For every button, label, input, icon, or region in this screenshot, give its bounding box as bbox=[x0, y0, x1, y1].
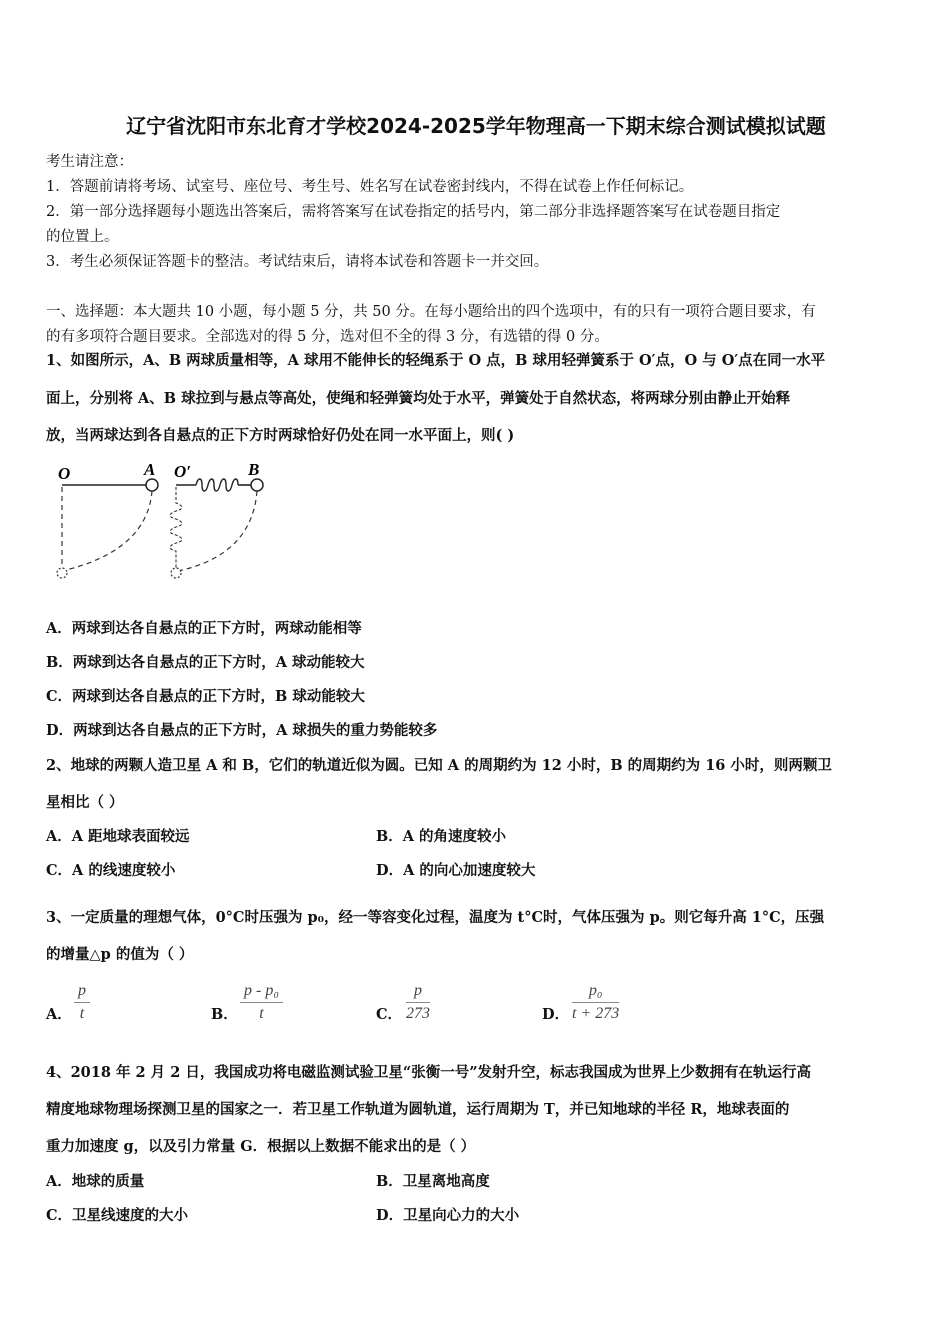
ball-a-lowest bbox=[57, 568, 67, 578]
q2-option-b: B．A 的角速度较小 bbox=[376, 828, 507, 845]
fraction-numerator: p bbox=[406, 982, 430, 1003]
fraction-denominator: 273 bbox=[406, 1005, 430, 1022]
figure-label-b: B bbox=[248, 460, 260, 479]
q1-option-b: B．两球到达各自悬点的正下方时，A 球动能较大 bbox=[46, 654, 365, 671]
notice-item: 3．考生必须保证答题卡的整洁。考试结束后，请将本试卷和答题卡一并交回。 bbox=[46, 254, 549, 270]
q2-option-d: D．A 的向心加速度较大 bbox=[376, 862, 536, 879]
figure-label-o: O bbox=[58, 464, 71, 483]
q4-option-d: D．卫星向心力的大小 bbox=[376, 1207, 520, 1224]
q3-option-b-label: B． bbox=[211, 1006, 238, 1023]
q3-option-b-fraction bbox=[240, 982, 283, 1023]
q4-stem: 精度地球物理场探测卫星的国家之一．若卫星工作轨道为圆轨道，运行周期为 T，并已知地球的半径 R，地球表面的 bbox=[46, 1101, 790, 1118]
q3-option-a-label: A． bbox=[46, 1006, 72, 1023]
q3-option-c-fraction bbox=[406, 982, 430, 1023]
fraction-denominator: t bbox=[259, 1005, 264, 1022]
q3-stem: 的增量△p 的值为（ ） bbox=[46, 946, 194, 963]
section-heading: 一、选择题：本大题共 10 小题，每小题 5 分，共 50 分。在每小题给出的四个选项中，有的只有一项符合题目要求，有 bbox=[46, 304, 816, 320]
q4-option-c: C．卫星线速度的大小 bbox=[46, 1207, 189, 1224]
q3-option-a-fraction bbox=[74, 982, 90, 1023]
q4-stem: 4、2018 年 2 月 2 日，我国成功将电磁监测试验卫星“张衡一号”发射升空，标志我国成为世界上少数拥有在轨运行高 bbox=[46, 1064, 812, 1081]
notice-item: 1．答题前请将考场、试室号、座位号、考生号、姓名写在试卷密封线内，不得在试卷上作任何标记。 bbox=[46, 179, 694, 195]
q2-stem: 2、地球的两颗人造卫星 A 和 B，它们的轨道近似为圆。已知 A 的周期约为 12 小时，B 的周期约为 16 小时，则两颗卫 bbox=[46, 757, 832, 774]
ball-b-lowest bbox=[171, 568, 181, 578]
q1-stem: 1、如图所示，A、B 两球质量相等，A 球用不能伸长的轻绳系于 O 点，B 球用轻弹簧系于 O′点，O 与 O′点在同一水平 bbox=[46, 352, 826, 369]
q3-option-d-fraction bbox=[572, 982, 619, 1023]
q1-stem: 放，当两球达到各自悬点的正下方时两球恰好仍处在同一水平面上，则( ) bbox=[46, 427, 515, 444]
fraction-numerator: p bbox=[74, 982, 90, 1003]
stretched-spring bbox=[170, 487, 182, 571]
q3-option-d-label: D． bbox=[542, 1006, 570, 1023]
q4-option-a: A．地球的质量 bbox=[46, 1173, 145, 1190]
figure-label-o-prime: O′ bbox=[174, 462, 192, 481]
fraction-denominator: t bbox=[79, 1005, 85, 1022]
q1-option-d: D．两球到达各自悬点的正下方时，A 球损失的重力势能较多 bbox=[46, 722, 438, 739]
q2-stem: 星相比（ ） bbox=[46, 794, 124, 811]
ball-a bbox=[146, 479, 158, 491]
fraction-denominator: t + 273 bbox=[572, 1005, 620, 1022]
notice-item: 2．第一部分选择题每小题选出答案后，需将答案写在试卷指定的括号内，第二部分非选择题答案写在试卷题目指定 bbox=[46, 204, 781, 220]
q1-stem: 面上，分别将 A、B 球拉到与悬点等高处，使绳和轻弹簧均处于水平，弹簧处于自然状态，将两球分别由静止开始释 bbox=[46, 390, 791, 407]
q2-option-c: C．A 的线速度较小 bbox=[46, 862, 176, 879]
figure-label-a: A bbox=[144, 460, 156, 479]
q1-option-a: A．两球到达各自悬点的正下方时，两球动能相等 bbox=[46, 620, 362, 637]
q3-option-c-label: C． bbox=[376, 1006, 403, 1023]
ball-b-path bbox=[178, 491, 257, 571]
page-title: 辽宁省沈阳市东北育才学校2024-2025学年物理高一下期末综合测试模拟试题 bbox=[126, 114, 826, 138]
fraction-numerator: p₀ bbox=[572, 982, 619, 1003]
section-heading-cont: 的有多项符合题目要求。全部选对的得 5 分，选对但不全的得 3 分，有选错的得 0 分。 bbox=[46, 329, 609, 345]
notice-item: 的位置上。 bbox=[46, 229, 119, 245]
q1-option-c: C．两球到达各自悬点的正下方时，B 球动能较大 bbox=[46, 688, 365, 705]
q4-option-b: B．卫星离地高度 bbox=[376, 1173, 490, 1190]
fraction-numerator: p - p₀ bbox=[240, 982, 283, 1003]
ball-b bbox=[251, 479, 263, 491]
q4-stem: 重力加速度 g，以及引力常量 G．根据以上数据不能求出的是（ ） bbox=[46, 1138, 476, 1155]
q2-option-a: A．A 距地球表面较远 bbox=[46, 828, 190, 845]
spring bbox=[196, 479, 238, 491]
pendulum-spring-figure bbox=[52, 455, 282, 585]
ball-a-path bbox=[62, 491, 152, 571]
q3-stem: 3、一定质量的理想气体，0°C时压强为 p₀，经一等容变化过程，温度为 t°C时，气体压强为 p。则它每升高 1°C，压强 bbox=[46, 909, 825, 926]
notice-heading: 考生请注意： bbox=[46, 154, 133, 170]
